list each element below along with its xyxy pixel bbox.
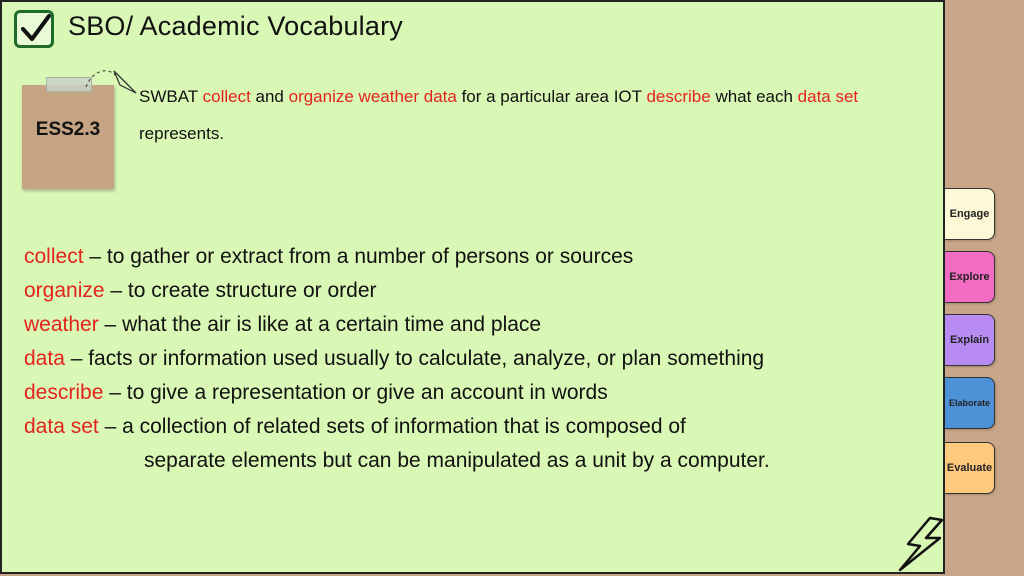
vocab-term: organize [24, 279, 105, 302]
vocab-row [24, 274, 924, 308]
vocab-row [24, 342, 924, 376]
tab-explain[interactable]: Explain [945, 314, 995, 366]
vocab-row [24, 376, 924, 410]
vocabulary-list [24, 240, 924, 478]
objective-part: organize weather data [288, 87, 457, 106]
checkmark-icon [14, 10, 54, 48]
objective-part: data set [797, 87, 859, 106]
vocab-term: data set [24, 415, 99, 438]
vocab-term: data [24, 347, 65, 370]
tab-elaborate[interactable]: Elaborate [945, 377, 995, 429]
vocab-term: describe [24, 381, 104, 404]
tab-engage[interactable]: Engage [945, 188, 995, 240]
objective-part: collect [202, 87, 251, 106]
vocab-row [24, 308, 924, 342]
objective-part: what each [710, 87, 798, 106]
vocab-definition-continuation: separate elements but can be manipulated as a unit by a computer. [144, 449, 770, 472]
learning-objective [139, 78, 929, 152]
vocab-row [24, 410, 924, 444]
page-title: SBO/ Academic Vocabulary [68, 11, 403, 41]
lightning-bolt-icon [894, 516, 946, 572]
standard-tag-label: ESS2.3 [35, 119, 101, 140]
vocab-definition: – facts or information used usually to calculate, analyze, or plan something [64, 347, 765, 370]
objective-part: for a particular area IOT [456, 87, 647, 106]
vocab-row [24, 240, 924, 274]
vocab-definition: – what the air is like at a certain time and place [98, 313, 542, 336]
objective-part: SWBAT [139, 87, 203, 106]
tab-evaluate[interactable]: Evaluate [945, 442, 995, 494]
paper-plane-icon [84, 65, 140, 95]
vocab-definition: – to create structure or order [104, 279, 377, 302]
objective-part: describe [646, 87, 711, 106]
objective-part: represents. [139, 124, 225, 143]
vocab-definition: – to give a representation or give an account in words [103, 381, 608, 404]
vocab-term: weather [24, 313, 99, 336]
vocab-term: collect [24, 245, 84, 268]
vocab-definition: – to gather or extract from a number of persons or sources [83, 245, 634, 268]
standard-tag [22, 85, 114, 189]
objective-part: and [250, 87, 289, 106]
vocab-definition: – a collection of related sets of information that is composed of [98, 415, 686, 438]
tab-explore[interactable]: Explore [945, 251, 995, 303]
